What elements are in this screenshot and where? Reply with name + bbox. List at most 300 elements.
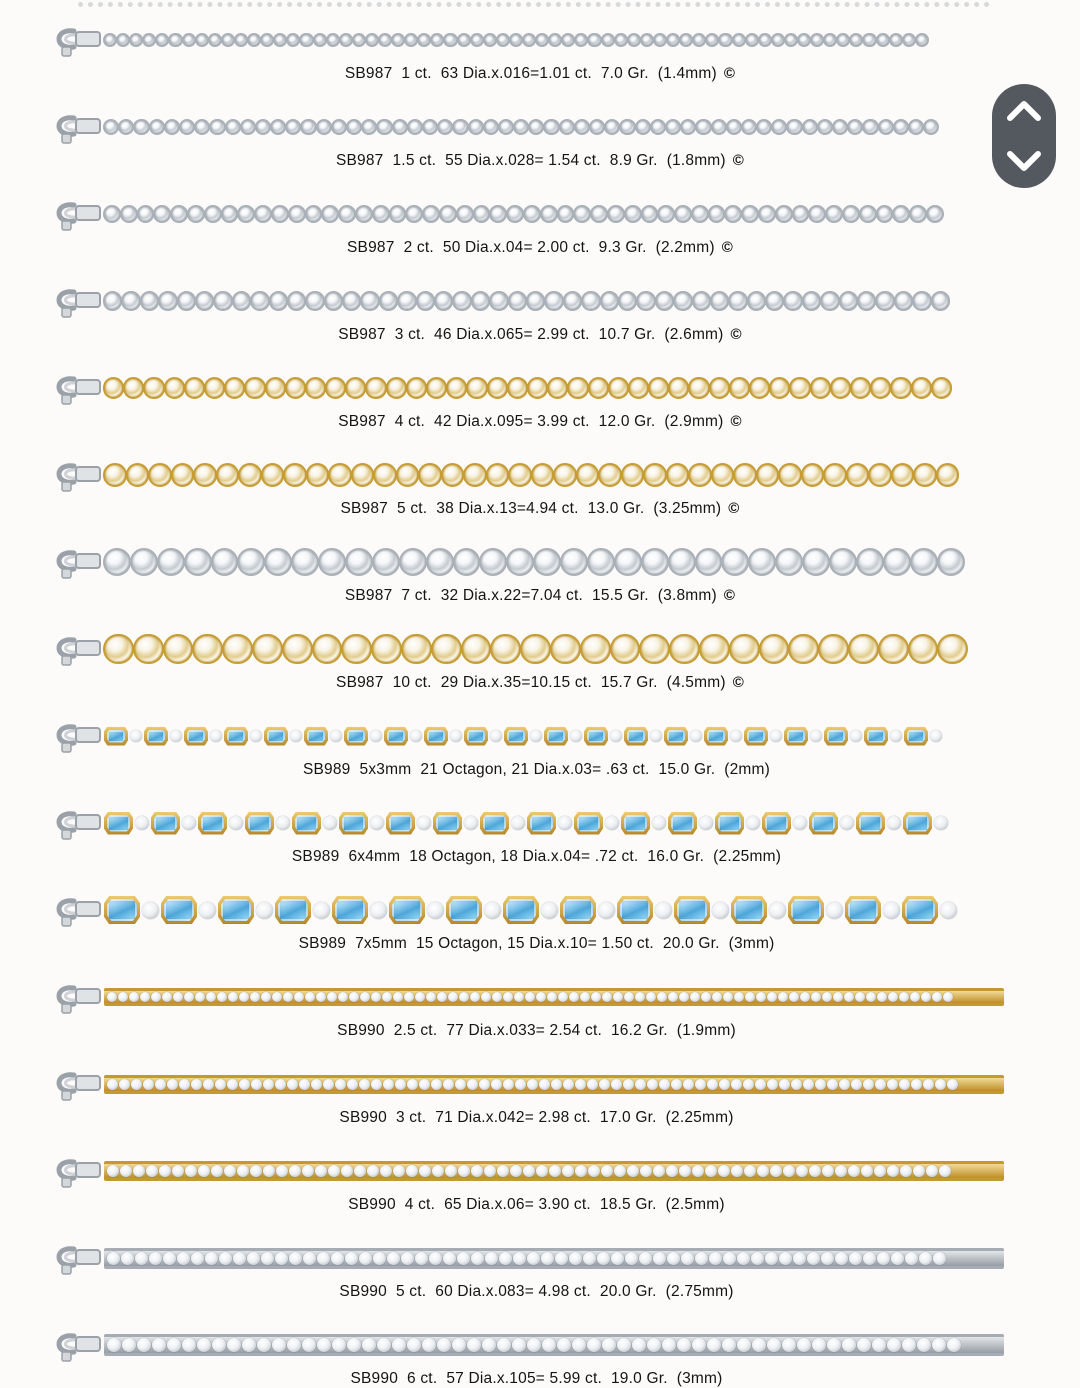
tennis-stone <box>471 1165 483 1177</box>
round-stone <box>361 119 377 135</box>
tennis-stone <box>120 1165 132 1177</box>
round-stone <box>621 463 645 487</box>
round-diamond <box>370 902 387 919</box>
tennis-stone <box>317 1338 331 1352</box>
tennis-stone <box>614 1165 626 1177</box>
round-stone <box>674 205 692 223</box>
round-stone <box>627 33 641 47</box>
round-stone <box>389 205 407 223</box>
bracelet-image <box>52 979 1004 1015</box>
copyright-mark: © <box>730 326 742 343</box>
blue-octagon-gem <box>734 899 764 921</box>
round-stone <box>273 33 287 47</box>
round-diamond <box>530 730 542 742</box>
tennis-stone <box>683 1079 694 1090</box>
round-diamond <box>712 902 729 919</box>
tennis-stone <box>842 1338 856 1352</box>
tennis-stone <box>667 1252 680 1265</box>
round-stone <box>129 33 143 47</box>
round-stone <box>506 205 524 223</box>
tennis-stone <box>555 1252 568 1265</box>
tennis-stone <box>467 1338 481 1352</box>
tennis-stone <box>328 1165 340 1177</box>
round-stone <box>187 205 205 223</box>
octagon-gem-setting <box>389 896 425 924</box>
clasp-icon <box>52 718 102 754</box>
round-stone <box>641 205 659 223</box>
round-stone <box>232 291 251 310</box>
tennis-stone <box>163 1252 176 1265</box>
tennis-stone <box>182 1338 196 1352</box>
round-stone <box>457 33 471 47</box>
caption-text: SB990 2.5 ct. 77 Dia.x.033= 2.54 ct. 16.2 Gr. (1.9mm) <box>337 1022 736 1039</box>
round-stone <box>618 291 637 310</box>
round-diamond <box>170 730 182 742</box>
tennis-stone <box>599 1079 610 1090</box>
round-stone <box>468 119 484 135</box>
tennis-stone <box>549 1165 561 1177</box>
round-stone <box>508 291 527 310</box>
round-diamond <box>276 816 290 830</box>
round-stone <box>116 33 130 47</box>
round-stone <box>351 463 375 487</box>
octagon-gem-setting <box>856 812 885 835</box>
round-stone <box>237 205 255 223</box>
tennis-stone <box>503 1079 514 1090</box>
tennis-stone <box>863 1252 876 1265</box>
tennis-stone <box>275 1252 288 1265</box>
round-diamond <box>650 730 662 742</box>
round-stone <box>103 205 121 223</box>
octagon-gem-setting <box>584 727 608 746</box>
tennis-stone <box>515 1079 526 1090</box>
round-stone <box>252 634 283 665</box>
tennis-stone <box>779 1252 792 1265</box>
caption-text: SB987 4 ct. 42 Dia.x.095= 3.99 ct. 12.0 Gr. (2.9mm) <box>338 413 724 430</box>
round-stone <box>291 548 319 576</box>
tennis-stone <box>639 1252 652 1265</box>
blue-octagon-gem <box>427 730 445 743</box>
caption-text: SB987 10 ct. 29 Dia.x.35=10.15 ct. 15.7 Gr. (4.5mm) <box>336 674 726 691</box>
tennis-stone <box>624 992 634 1002</box>
round-stone <box>563 291 582 310</box>
round-stone <box>372 548 400 576</box>
round-stone <box>624 205 642 223</box>
tennis-stone <box>877 992 887 1002</box>
round-stone <box>543 119 559 135</box>
tennis-stone <box>657 992 667 1002</box>
round-stone <box>437 119 453 135</box>
round-stone <box>909 205 927 223</box>
clasp-icon <box>52 805 102 841</box>
round-stone <box>600 291 619 310</box>
round-stone <box>325 377 346 398</box>
round-stone <box>522 33 536 47</box>
round-stone <box>758 205 776 223</box>
tennis-stone <box>177 1252 190 1265</box>
round-stone <box>535 33 549 47</box>
round-stone <box>338 205 356 223</box>
round-stone <box>688 463 712 487</box>
tennis-stone <box>877 1252 890 1265</box>
round-stone <box>103 33 117 47</box>
round-stone <box>848 634 879 665</box>
tennis-stone <box>242 1338 256 1352</box>
round-diamond <box>730 730 742 742</box>
tennis-stone <box>457 1252 470 1265</box>
round-stone <box>378 33 392 47</box>
caption-text: SB990 5 ct. 60 Dia.x.083= 4.98 ct. 20.0 Gr. (2.75mm) <box>339 1283 734 1300</box>
round-diamond <box>410 730 422 742</box>
tennis-stone <box>302 1165 314 1177</box>
round-stone <box>936 463 960 487</box>
stone-strip <box>104 896 1004 924</box>
blue-octagon-gem <box>530 815 553 832</box>
round-stone <box>892 205 910 223</box>
tennis-stone <box>347 1338 361 1352</box>
tennis-stone <box>137 1338 151 1352</box>
tennis-stone <box>406 1165 418 1177</box>
bracelet-image <box>52 1327 1004 1363</box>
round-stone <box>601 33 615 47</box>
round-stone <box>745 33 759 47</box>
bracelet-caption <box>0 151 1080 170</box>
round-stone <box>405 205 423 223</box>
tennis-stone <box>640 1165 652 1177</box>
tennis-stone <box>779 1079 790 1090</box>
round-stone <box>143 377 164 398</box>
round-stone <box>709 377 730 398</box>
round-stone <box>396 463 420 487</box>
round-stone <box>679 33 693 47</box>
tennis-stone <box>227 1079 238 1090</box>
round-stone <box>179 119 195 135</box>
tennis-stone <box>812 1338 826 1352</box>
round-stone <box>587 33 601 47</box>
tennis-stone <box>289 1165 301 1177</box>
octagon-gem-setting <box>218 896 254 924</box>
round-stone <box>470 33 484 47</box>
stone-strip <box>104 119 1004 135</box>
round-stone <box>164 377 185 398</box>
tennis-stone <box>359 1252 372 1265</box>
bracelet-caption <box>0 1282 1080 1301</box>
round-stone <box>430 33 444 47</box>
blue-octagon-gem <box>907 730 925 743</box>
round-diamond <box>490 730 502 742</box>
copyright-mark: © <box>732 152 745 169</box>
round-stone <box>401 634 432 665</box>
clasp-icon <box>52 1240 102 1276</box>
tennis-stone <box>129 992 139 1002</box>
round-stone <box>836 33 850 47</box>
tennis-stone <box>844 992 854 1002</box>
tennis-stone <box>525 992 535 1002</box>
octagon-gem-setting <box>275 896 311 924</box>
clasp-icon <box>52 457 102 493</box>
tennis-stone <box>751 1252 764 1265</box>
tennis-stone <box>919 1252 932 1265</box>
round-diamond <box>313 902 330 919</box>
octagon-gem-setting <box>762 812 791 835</box>
round-stone <box>747 291 766 310</box>
round-stone <box>850 377 871 398</box>
tennis-stone <box>539 1079 550 1090</box>
round-diamond <box>142 902 159 919</box>
tennis-stone <box>497 1338 511 1352</box>
tennis-stone <box>135 1252 148 1265</box>
tennis-stone <box>407 1338 421 1352</box>
tennis-stone <box>401 1252 414 1265</box>
round-stone <box>195 33 209 47</box>
tennis-stone <box>251 1079 262 1090</box>
round-stone <box>688 377 709 398</box>
round-stone <box>439 205 457 223</box>
tennis-stone <box>602 992 612 1002</box>
tennis-stone <box>383 1079 394 1090</box>
tennis-stone <box>835 1252 848 1265</box>
tennis-stone <box>797 1338 811 1352</box>
caption-text: SB987 7 ct. 32 Dia.x.22=7.04 ct. 15.5 Gr. (3.8mm) <box>344 587 717 604</box>
round-stone <box>461 634 492 665</box>
tennis-stone <box>921 992 931 1002</box>
round-stone <box>665 119 681 135</box>
bracelet-row <box>0 544 1080 605</box>
tennis-stone <box>331 1252 344 1265</box>
octagon-gem-setting <box>668 812 697 835</box>
octagon-gem-setting <box>446 896 482 924</box>
blue-octagon-gem <box>483 815 506 832</box>
round-stone <box>561 33 575 47</box>
round-stone <box>184 548 212 576</box>
octagon-gem-setting <box>731 896 767 924</box>
octagon-gem-setting <box>198 812 227 835</box>
round-stone <box>733 463 757 487</box>
round-stone <box>238 463 262 487</box>
octagon-gem-setting <box>104 896 140 924</box>
round-stone <box>756 463 780 487</box>
round-stone <box>902 33 916 47</box>
round-stone <box>371 634 402 665</box>
tennis-stone <box>887 1338 901 1352</box>
round-stone <box>832 119 848 135</box>
round-stone <box>908 634 939 665</box>
round-stone <box>635 119 651 135</box>
round-stone <box>718 33 732 47</box>
round-stone <box>489 205 507 223</box>
round-stone <box>305 291 324 310</box>
octagon-gem-setting <box>809 812 838 835</box>
stone-strip <box>104 205 1004 223</box>
round-diamond <box>826 902 843 919</box>
bracelet-row <box>0 22 1080 83</box>
round-stone <box>607 205 625 223</box>
round-stone <box>466 377 487 398</box>
round-stone <box>797 33 811 47</box>
round-diamond <box>182 816 196 830</box>
tennis-stone <box>572 1338 586 1352</box>
tennis-stone <box>527 1338 541 1352</box>
round-stone <box>648 377 669 398</box>
round-stone <box>769 377 790 398</box>
clasp-icon <box>52 283 102 319</box>
octagon-gem-setting <box>715 812 744 835</box>
scroll-down-button[interactable] <box>1002 148 1046 174</box>
tennis-stone <box>415 992 425 1002</box>
round-stone <box>894 291 913 310</box>
bracelet-row <box>0 631 1080 692</box>
round-stone <box>237 548 265 576</box>
blue-octagon-gem <box>667 730 685 743</box>
round-stone <box>254 205 272 223</box>
blue-octagon-gem <box>827 730 845 743</box>
round-stone <box>912 291 931 310</box>
tennis-stone <box>899 1079 910 1090</box>
round-stone <box>234 33 248 47</box>
bracelet-image <box>52 1153 1004 1189</box>
tennis-stone <box>458 1165 470 1177</box>
blue-octagon-gem <box>221 899 251 921</box>
round-stone <box>407 119 423 135</box>
tennis-stone <box>338 992 348 1002</box>
tennis-stone <box>789 992 799 1002</box>
tennis-stone <box>888 992 898 1002</box>
round-stone <box>636 291 655 310</box>
blue-octagon-gem <box>307 730 325 743</box>
bracelet-row <box>0 1327 1080 1388</box>
tennis-stone <box>122 1338 136 1352</box>
round-stone <box>789 377 810 398</box>
blue-octagon-gem <box>187 730 205 743</box>
round-stone <box>550 634 581 665</box>
octagon-gem-setting <box>788 896 824 924</box>
tennis-stone <box>197 1338 211 1352</box>
tennis-stone <box>932 992 942 1002</box>
round-stone <box>574 33 588 47</box>
round-stone <box>441 463 465 487</box>
bracelet-caption <box>0 1195 1080 1214</box>
tennis-stone <box>811 992 821 1002</box>
round-stone <box>244 377 265 398</box>
tennis-stone <box>373 1252 386 1265</box>
round-stone <box>759 634 790 665</box>
clasp-icon <box>52 1066 102 1102</box>
tennis-stone <box>133 1165 145 1177</box>
blue-octagon-gem <box>449 899 479 921</box>
tennis-stone <box>666 1165 678 1177</box>
round-stone <box>346 119 362 135</box>
tennis-stone <box>272 992 282 1002</box>
round-stone <box>604 119 620 135</box>
round-stone <box>209 119 225 135</box>
tennis-stone <box>393 1165 405 1177</box>
round-stone <box>194 119 210 135</box>
blue-octagon-gem <box>507 730 525 743</box>
tennis-stone <box>289 1252 302 1265</box>
tennis-stone <box>866 992 876 1002</box>
tennis-stone <box>833 992 843 1002</box>
round-stone <box>823 33 837 47</box>
tennis-stone <box>131 1079 142 1090</box>
blue-octagon-gem <box>164 899 194 921</box>
tennis-stone <box>387 1252 400 1265</box>
round-diamond <box>256 902 273 919</box>
round-stone <box>820 291 839 310</box>
tennis-stone <box>459 992 469 1002</box>
tennis-stone <box>362 1338 376 1352</box>
tennis-stone <box>263 1079 274 1090</box>
stone-strip <box>104 727 1004 746</box>
round-stone <box>133 634 164 665</box>
round-stone <box>771 33 785 47</box>
round-stone <box>640 33 654 47</box>
tennis-stone <box>261 1252 274 1265</box>
octagon-gem-setting <box>104 727 128 746</box>
tennis-stone <box>380 1165 392 1177</box>
tennis-stone <box>932 1338 946 1352</box>
tennis-stone <box>443 1079 454 1090</box>
round-stone <box>137 205 155 223</box>
round-stone <box>177 291 196 310</box>
bracelet-row <box>0 1153 1080 1214</box>
scroll-up-button[interactable] <box>1002 98 1046 124</box>
tennis-stone <box>562 1165 574 1177</box>
round-stone <box>560 548 588 576</box>
round-stone <box>365 33 379 47</box>
round-stone <box>431 634 462 665</box>
round-stone <box>496 33 510 47</box>
tennis-stone <box>272 1338 286 1352</box>
tennis-stone <box>809 1165 821 1177</box>
blue-octagon-gem <box>107 899 137 921</box>
round-stone <box>839 291 858 310</box>
bracelet-image <box>52 457 1004 493</box>
tennis-stone <box>707 1079 718 1090</box>
tennis-stone <box>947 1338 961 1352</box>
tennis-stone <box>569 992 579 1002</box>
tennis-stone <box>690 992 700 1002</box>
tennis-stone <box>303 1252 316 1265</box>
tennis-stone <box>217 992 227 1002</box>
tennis-stone <box>778 992 788 1002</box>
round-stone <box>184 377 205 398</box>
tennis-stone <box>195 992 205 1002</box>
bracelet-row <box>0 979 1080 1040</box>
stone-strip <box>104 812 1004 835</box>
tennis-stone <box>514 992 524 1002</box>
tennis-stone <box>437 1338 451 1352</box>
tennis-stone <box>744 1165 756 1177</box>
blue-octagon-gem <box>147 730 165 743</box>
octagon-gem-setting <box>161 896 197 924</box>
tennis-stone <box>719 1079 730 1090</box>
round-stone <box>170 205 188 223</box>
scroll-widget <box>992 84 1056 188</box>
tennis-stone <box>107 1338 121 1352</box>
blue-octagon-gem <box>467 730 485 743</box>
stone-strip <box>104 548 1004 576</box>
clasp-icon <box>52 979 102 1015</box>
tennis-stone <box>503 992 513 1002</box>
round-stone <box>523 205 541 223</box>
round-stone <box>240 119 256 135</box>
octagon-gem-setting <box>339 812 368 835</box>
clasp-icon <box>52 544 102 580</box>
tennis-stone <box>709 1252 722 1265</box>
tennis-stone <box>770 1165 782 1177</box>
tennis-stone <box>756 992 766 1002</box>
round-diamond <box>511 816 525 830</box>
